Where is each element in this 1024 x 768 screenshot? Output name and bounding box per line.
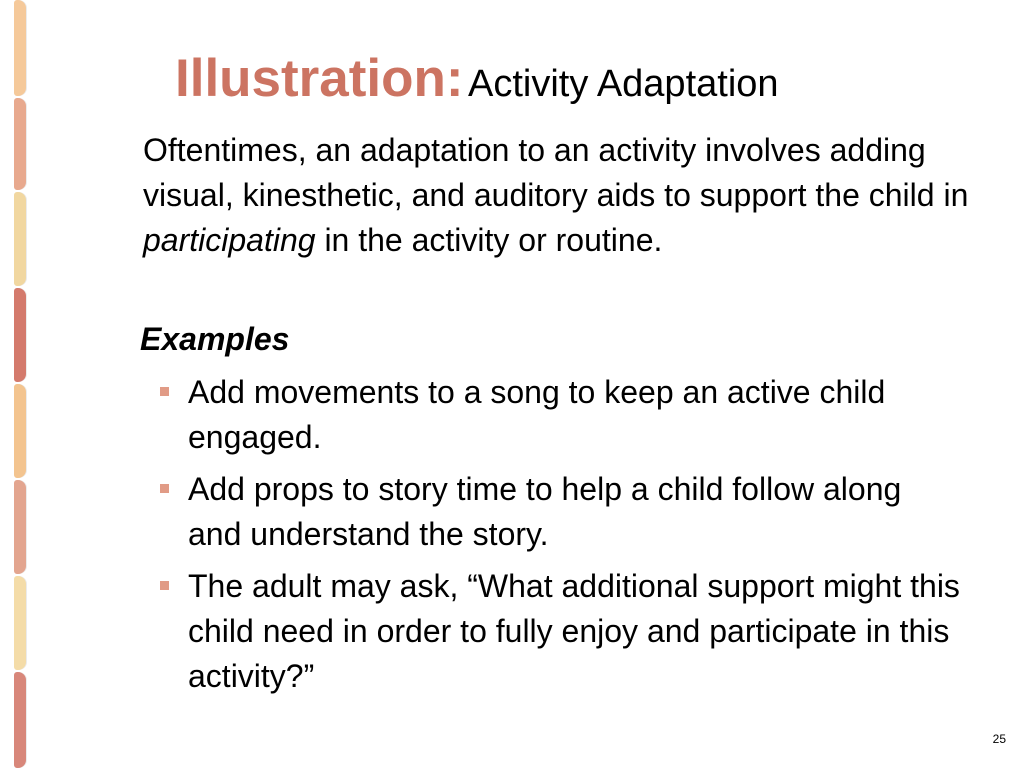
title-subtitle: Activity Adaptation <box>468 63 779 105</box>
list-item-text: Add movements to a song to keep an active child engaged. <box>188 374 886 455</box>
square-bullet-icon <box>160 387 169 396</box>
square-bullet-icon <box>160 581 169 590</box>
list-item <box>160 564 960 699</box>
strip-segment <box>14 576 26 670</box>
page-number: 25 <box>992 732 1006 746</box>
intro-emphasis: participating <box>143 222 316 258</box>
strip-segment <box>14 384 26 478</box>
intro-text-end: in the activity or routine. <box>315 222 663 258</box>
square-bullet-icon <box>160 484 169 493</box>
strip-segment <box>14 192 26 286</box>
strip-segment <box>14 480 26 574</box>
intro-paragraph <box>143 128 973 263</box>
strip-segment <box>14 0 26 96</box>
intro-text-start: Oftentimes, an adaptation to an activity involves adding visual, kinesthetic, and auditory aids to support the child in <box>143 132 969 213</box>
slide-title <box>175 49 779 108</box>
strip-segment <box>14 672 26 768</box>
list-item-text: Add props to story time to help a child follow along and understand the story. <box>188 471 902 552</box>
examples-heading: Examples <box>140 321 290 357</box>
list-item-text: The adult may ask, “What additional support might this child need in order to fully enjoy and participate in this activity?” <box>188 568 960 694</box>
strip-segment <box>14 98 26 190</box>
examples-list <box>160 370 960 706</box>
list-item <box>160 467 960 557</box>
list-item <box>160 370 960 460</box>
title-main: Illustration: <box>175 49 464 108</box>
decorative-side-strip <box>14 0 28 768</box>
strip-segment <box>14 288 26 382</box>
